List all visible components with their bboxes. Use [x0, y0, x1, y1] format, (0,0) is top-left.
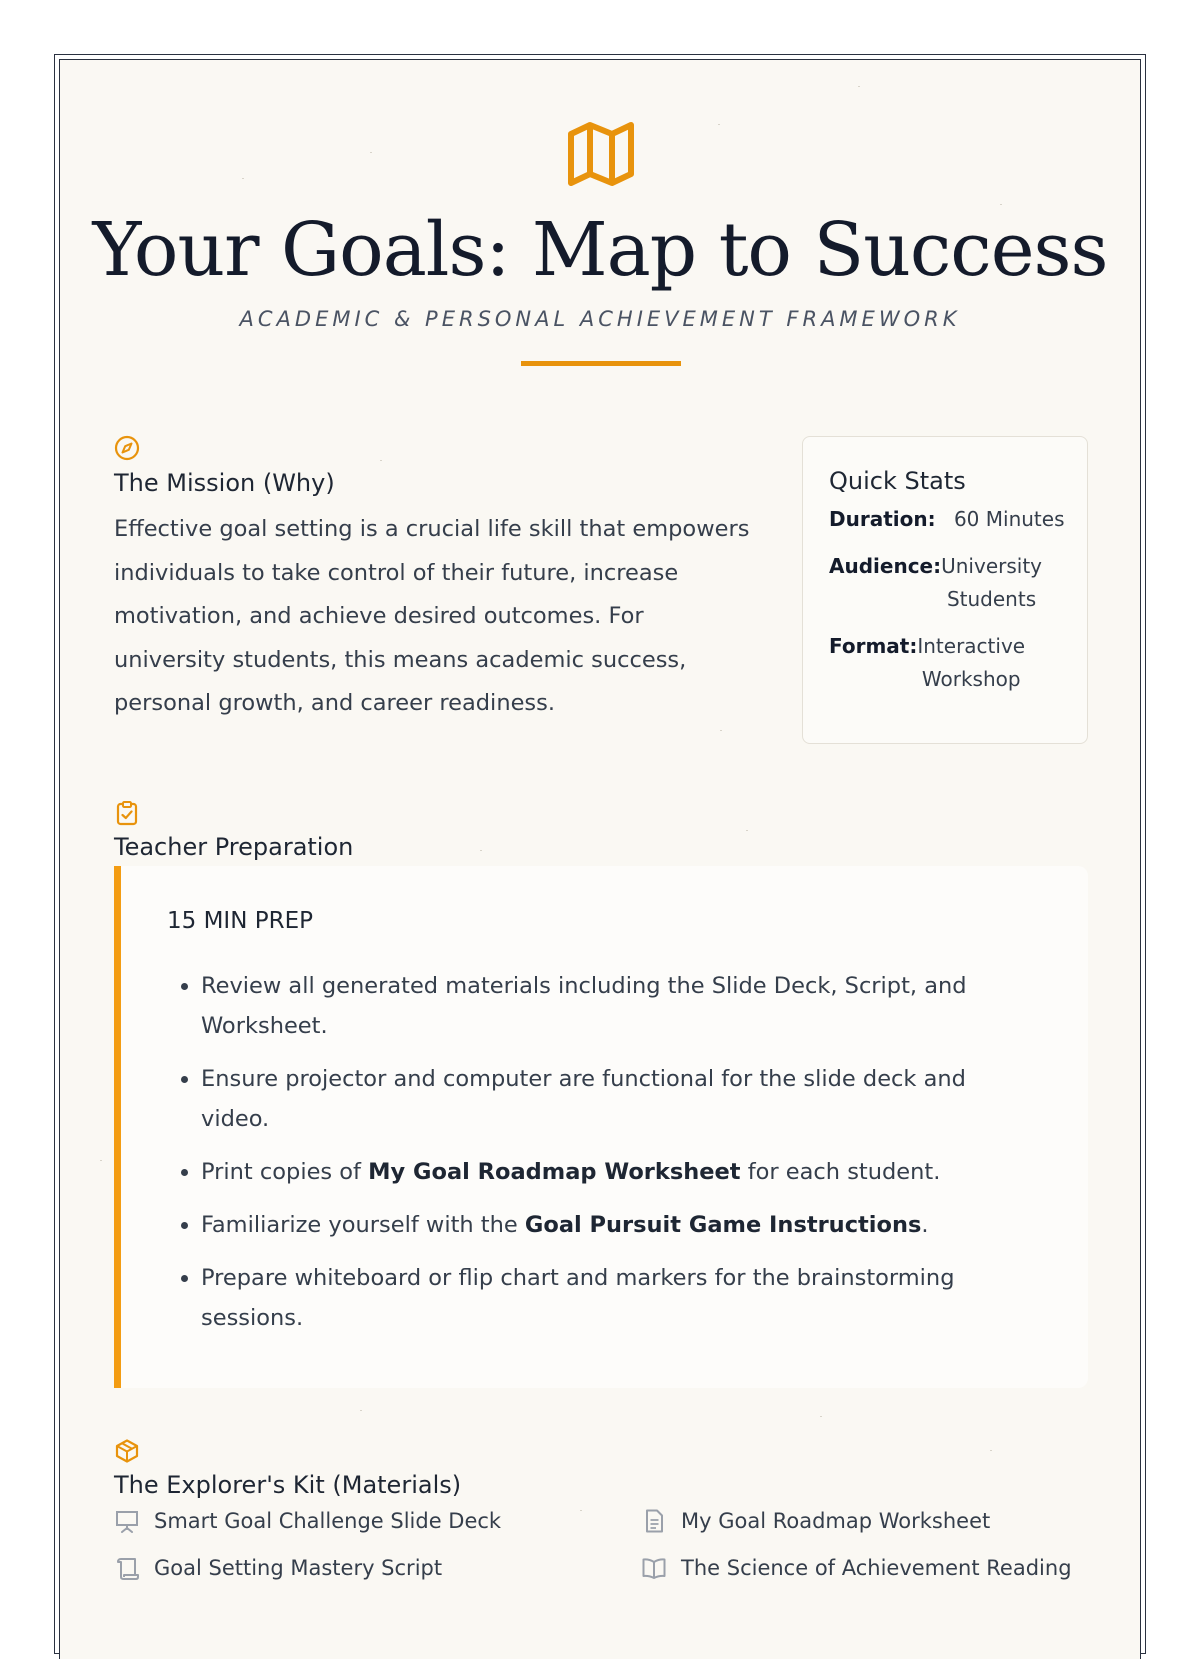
- material-item: The Science of Achievement Reading: [681, 1556, 1072, 1580]
- materials-heading: The Explorer's Kit (Materials): [114, 1471, 462, 1499]
- stat-duration-value: 60 Minutes: [953, 507, 1065, 531]
- prep-time-label: 15 MIN PREP: [167, 908, 313, 934]
- list-item: • Prepare whiteboard or flip chart and markers for the brainstorming sessions.: [201, 1258, 1041, 1338]
- list-item: • Print copies of My Goal Roadmap Worksheet for each student.: [201, 1152, 1041, 1192]
- map-icon: [566, 120, 636, 188]
- package-icon: [114, 1438, 140, 1464]
- title-divider: [521, 361, 681, 366]
- compass-icon: [114, 435, 140, 461]
- stat-format-value-line2: Workshop: [921, 667, 1021, 691]
- material-item: My Goal Roadmap Worksheet: [681, 1509, 991, 1533]
- list-item: • Review all generated materials including the Slide Deck, Script, and Worksheet.: [201, 966, 1041, 1046]
- stat-audience: [829, 550, 1042, 616]
- clipboard-check-icon: [114, 800, 140, 826]
- mission-text: Effective goal setting is a crucial life skill that empowers individuals to take control of their future, increase motivation, and achieve desired outcomes. For university students, this means academic success, personal growth, and career readiness.: [114, 516, 750, 716]
- quick-stats-card: [802, 436, 1088, 744]
- prep-checklist: [161, 966, 1041, 1351]
- list-item: • Familiarize yourself with the Goal Pursuit Game Instructions.: [201, 1205, 1041, 1245]
- stat-duration: [829, 503, 1065, 536]
- worksheet-name: My Goal Roadmap Worksheet: [368, 1159, 741, 1185]
- stat-audience-value-line1: University: [941, 554, 1042, 578]
- stat-format-value-line1: Interactive: [917, 634, 1026, 658]
- stat-audience-label: Audience:: [829, 554, 942, 578]
- list-item: • Ensure projector and computer are functional for the slide deck and video.: [201, 1059, 1041, 1139]
- page-title: Your Goals: Map to Success: [92, 207, 1108, 293]
- quick-stats-title: Quick Stats: [829, 467, 966, 495]
- stat-audience-value-line2: Students: [946, 587, 1037, 611]
- stat-duration-label: Duration:: [829, 507, 936, 531]
- preparation-heading: Teacher Preparation: [114, 833, 354, 861]
- material-item: Smart Goal Challenge Slide Deck: [154, 1509, 502, 1533]
- scroll-icon: [114, 1555, 140, 1581]
- book-open-icon: [641, 1555, 667, 1581]
- preparation-card: [114, 866, 1088, 1388]
- stat-format-label: Format:: [829, 634, 918, 658]
- stat-format: [829, 630, 1025, 696]
- material-item: Goal Setting Mastery Script: [154, 1556, 443, 1580]
- document-icon: [641, 1508, 667, 1534]
- game-instructions-name: Goal Pursuit Game Instructions: [524, 1212, 922, 1238]
- presentation-icon: [114, 1508, 140, 1534]
- mission-heading: The Mission (Why): [114, 469, 335, 497]
- page-subtitle: ACADEMIC & PERSONAL ACHIEVEMENT FRAMEWORK: [239, 307, 961, 331]
